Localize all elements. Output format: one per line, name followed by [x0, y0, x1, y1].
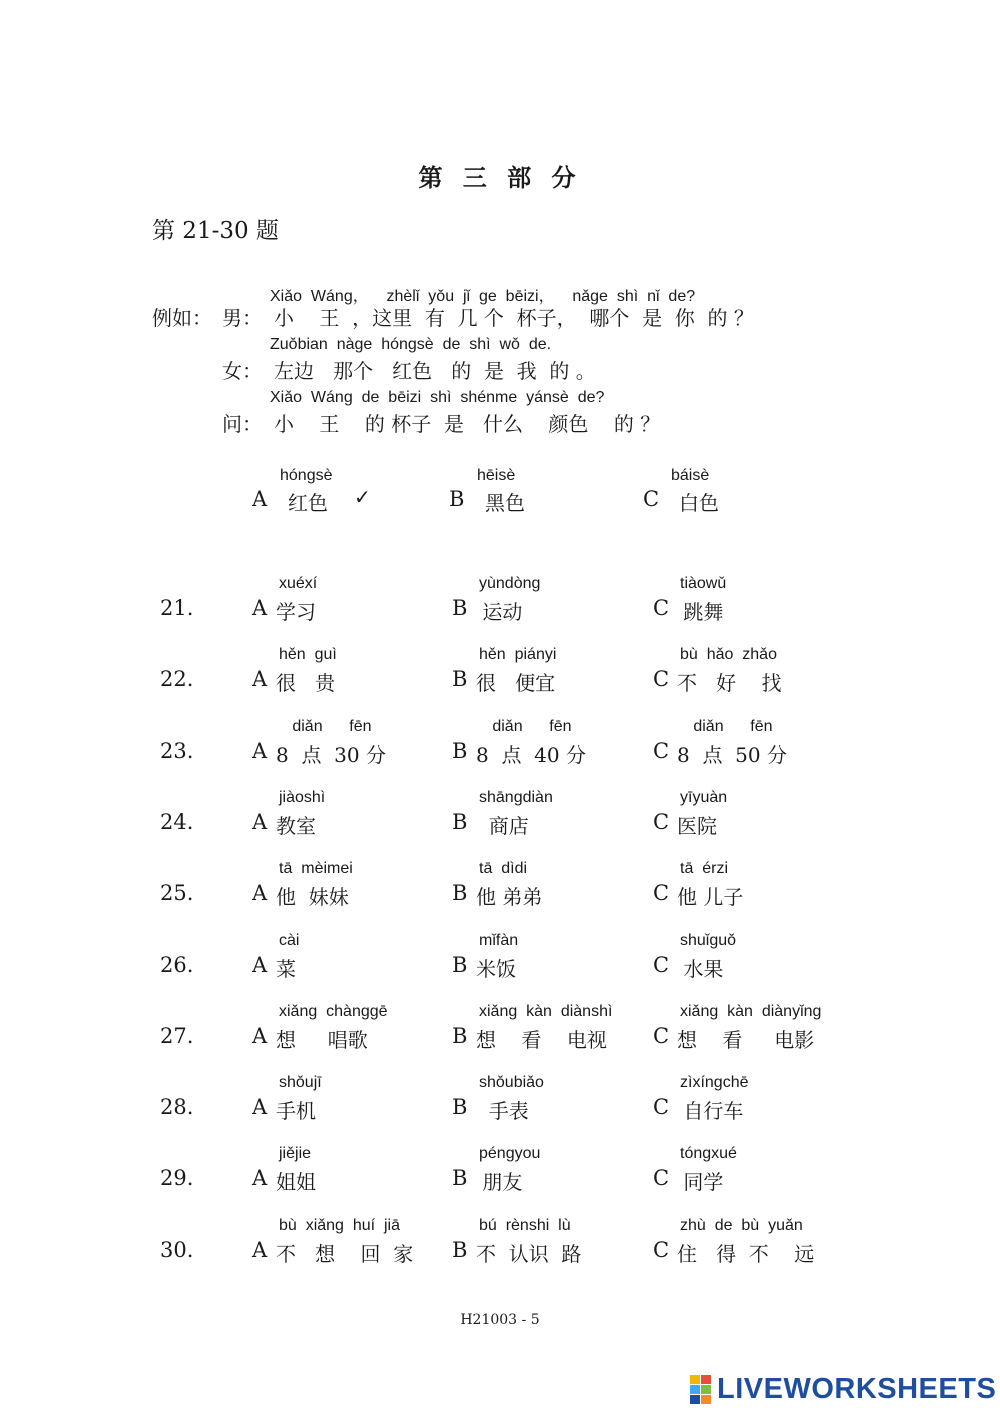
option-pinyin: shǒubiǎo	[479, 1074, 544, 1092]
option-letter: C	[653, 952, 670, 977]
option-pinyin: bú rènshi lù	[479, 1216, 571, 1234]
pinyin-line: Xiǎo Wáng， zhèlǐ yǒu jǐ ge bēizi， nǎge shì nǐ de?	[270, 288, 696, 305]
option-pinyin: tóngxué	[680, 1145, 737, 1163]
option-letter: B	[449, 487, 465, 511]
section-heading: 第 21-30 题	[152, 218, 279, 244]
option-letter: C	[653, 667, 670, 692]
option-text: 红色	[288, 491, 328, 515]
logo-square	[690, 1375, 700, 1384]
option-text[interactable]: 住 得 不 远	[677, 1241, 815, 1266]
option-pinyin: yīyuàn	[680, 788, 728, 806]
option-pinyin: xiǎng kàn diànyǐng	[680, 1002, 822, 1020]
option-pinyin: xuéxí	[279, 575, 318, 592]
question-number: 21.	[160, 596, 194, 620]
option-text[interactable]: 不 好 找	[677, 671, 782, 696]
option-letter: A	[252, 487, 268, 511]
liveworksheets-brand[interactable]	[690, 1372, 996, 1406]
option-letter: A	[252, 809, 268, 834]
question-number: 30.	[160, 1237, 194, 1262]
option-pinyin: tā mèimei	[279, 860, 353, 878]
option-letter: B	[452, 1237, 468, 1262]
option-pinyin: tā érzi	[680, 860, 729, 878]
option-text[interactable]: 很 便宜	[476, 671, 556, 696]
option-pinyin: jiàoshì	[279, 788, 326, 806]
logo-square	[701, 1385, 711, 1394]
option-letter: A	[252, 596, 268, 620]
option-text: 白色	[679, 491, 719, 515]
question-number: 24.	[160, 809, 194, 834]
option-pinyin: xiǎng kàn diànshì	[479, 1002, 613, 1020]
option-pinyin: hēisè	[477, 467, 516, 484]
option-letter: A	[252, 952, 268, 977]
option-letter: C	[653, 1237, 670, 1262]
option-letter: B	[452, 738, 468, 763]
option-text[interactable]: 教室	[276, 813, 316, 838]
option-text[interactable]: 手机	[276, 1099, 316, 1124]
option-pinyin: jiějie	[279, 1145, 312, 1163]
checkmark-icon: ✓	[354, 485, 371, 509]
option-text[interactable]: 商店	[476, 813, 529, 838]
option-text[interactable]: 想 看 电影	[677, 1027, 815, 1052]
option-pinyin: diǎn fēn	[279, 717, 372, 735]
option-text[interactable]: 8 点 40 分	[476, 742, 586, 767]
option-letter: C	[653, 1095, 670, 1120]
option-text[interactable]: 他 儿子	[677, 885, 744, 910]
option-pinyin: xiǎng chànggē	[279, 1002, 388, 1020]
option-text[interactable]: 学习	[276, 600, 316, 624]
option-text[interactable]: 手表	[476, 1099, 529, 1124]
option-pinyin: bù hǎo zhǎo	[680, 646, 777, 664]
option-text[interactable]: 不 想 回 家	[276, 1241, 414, 1266]
option-text[interactable]: 8 点 30 分	[276, 742, 386, 767]
page-footer: H21003 - 5	[460, 1312, 540, 1328]
option-letter: C	[653, 596, 670, 620]
option-letter: A	[252, 1166, 268, 1191]
option-letter: A	[252, 1237, 268, 1262]
option-letter: C	[653, 881, 670, 906]
option-text[interactable]: 不 认识 路	[476, 1241, 582, 1266]
option-pinyin: mǐfàn	[479, 931, 519, 949]
option-text[interactable]: 医院	[677, 813, 717, 838]
option-text[interactable]: 他 弟弟	[476, 885, 543, 910]
option-text: 黑色	[485, 491, 525, 515]
question-number: 26.	[160, 952, 194, 977]
option-pinyin: báisè	[671, 467, 710, 484]
option-text[interactable]: 米饭	[476, 956, 516, 981]
option-text[interactable]: 很 贵	[276, 671, 336, 696]
option-text[interactable]: 跳舞	[677, 600, 724, 624]
option-pinyin: zìxíngchē	[680, 1074, 749, 1092]
option-pinyin: zhù de bù yuǎn	[680, 1216, 803, 1234]
option-pinyin: shǒujī	[279, 1074, 322, 1092]
option-letter: C	[643, 487, 660, 511]
question-number: 27.	[160, 1023, 194, 1048]
option-letter: B	[452, 596, 468, 620]
option-letter: A	[252, 667, 268, 692]
speaker-label: 问：	[222, 412, 262, 436]
option-pinyin: diǎn fēn	[479, 717, 572, 735]
option-letter: C	[653, 809, 670, 834]
dialogue-line: 小 王 ，这里 有 几 个 杯子， 哪个 是 你 的 ？	[274, 306, 754, 330]
dialogue-line: 左边 那个 红色 的 是 我 的 。	[274, 359, 596, 383]
question-number: 25.	[160, 881, 194, 906]
option-text[interactable]: 朋友	[476, 1170, 523, 1195]
page-title: 第 三 部 分	[418, 163, 582, 192]
speaker-label: 女：	[222, 359, 262, 383]
option-letter: C	[653, 738, 670, 763]
option-pinyin: tiàowǔ	[680, 575, 727, 592]
option-pinyin: diǎn fēn	[680, 717, 773, 735]
option-text[interactable]: 他 妹妹	[276, 885, 349, 910]
option-pinyin: péngyou	[479, 1145, 541, 1163]
option-letter: A	[252, 1023, 268, 1048]
option-text[interactable]: 菜	[276, 956, 296, 981]
option-pinyin: bù xiǎng huí jiā	[279, 1216, 400, 1234]
option-letter: B	[452, 881, 468, 906]
option-text[interactable]: 想 唱歌	[276, 1027, 368, 1052]
option-text[interactable]: 运动	[476, 600, 523, 624]
option-pinyin: shāngdiàn	[479, 788, 553, 806]
option-pinyin: shuǐguǒ	[680, 931, 737, 949]
option-letter: B	[452, 1095, 468, 1120]
question-number: 23.	[160, 738, 194, 763]
option-text[interactable]: 水果	[677, 956, 724, 981]
option-pinyin: tā dìdi	[479, 860, 528, 878]
dialogue-line: 小 王 的 杯子 是 什么 颜色 的 ？	[274, 412, 661, 436]
option-text[interactable]: 自行车	[677, 1099, 744, 1124]
option-letter: B	[452, 667, 468, 692]
option-pinyin: hěn guì	[279, 646, 337, 664]
option-text[interactable]: 同学	[677, 1170, 724, 1195]
option-pinyin: hóngsè	[280, 467, 333, 484]
option-text[interactable]: 8 点 50 分	[677, 742, 787, 767]
example-label: 例如：	[152, 306, 212, 330]
logo-square	[701, 1375, 711, 1384]
pinyin-line: Xiǎo Wáng de bēizi shì shénme yánsè de?	[270, 389, 605, 406]
pinyin-line: Zuǒbian nàge hóngsè de shì wǒ de.	[270, 336, 552, 353]
option-pinyin: yùndòng	[479, 575, 541, 592]
option-letter: C	[653, 1166, 670, 1191]
option-letter: A	[252, 1095, 268, 1120]
question-number: 22.	[160, 667, 194, 692]
option-pinyin: hěn piányi	[479, 646, 557, 664]
option-letter: B	[452, 1023, 468, 1048]
option-letter: A	[252, 738, 268, 763]
option-letter: B	[452, 809, 468, 834]
option-text[interactable]: 想 看 电视	[476, 1027, 607, 1052]
question-number: 28.	[160, 1095, 194, 1120]
option-letter: B	[452, 952, 468, 977]
option-letter: C	[653, 1023, 670, 1048]
speaker-label: 男：	[222, 306, 262, 330]
option-letter: A	[252, 881, 268, 906]
option-text[interactable]: 姐姐	[276, 1170, 316, 1195]
brand-name: LIVEWORKSHEETS	[717, 1372, 997, 1405]
liveworksheets-logo-icon	[690, 1375, 711, 1404]
question-number: 29.	[160, 1166, 194, 1191]
option-letter: B	[452, 1166, 468, 1191]
option-pinyin: cài	[279, 931, 300, 949]
logo-square	[690, 1385, 700, 1394]
logo-square	[690, 1395, 700, 1404]
logo-square	[701, 1395, 711, 1404]
